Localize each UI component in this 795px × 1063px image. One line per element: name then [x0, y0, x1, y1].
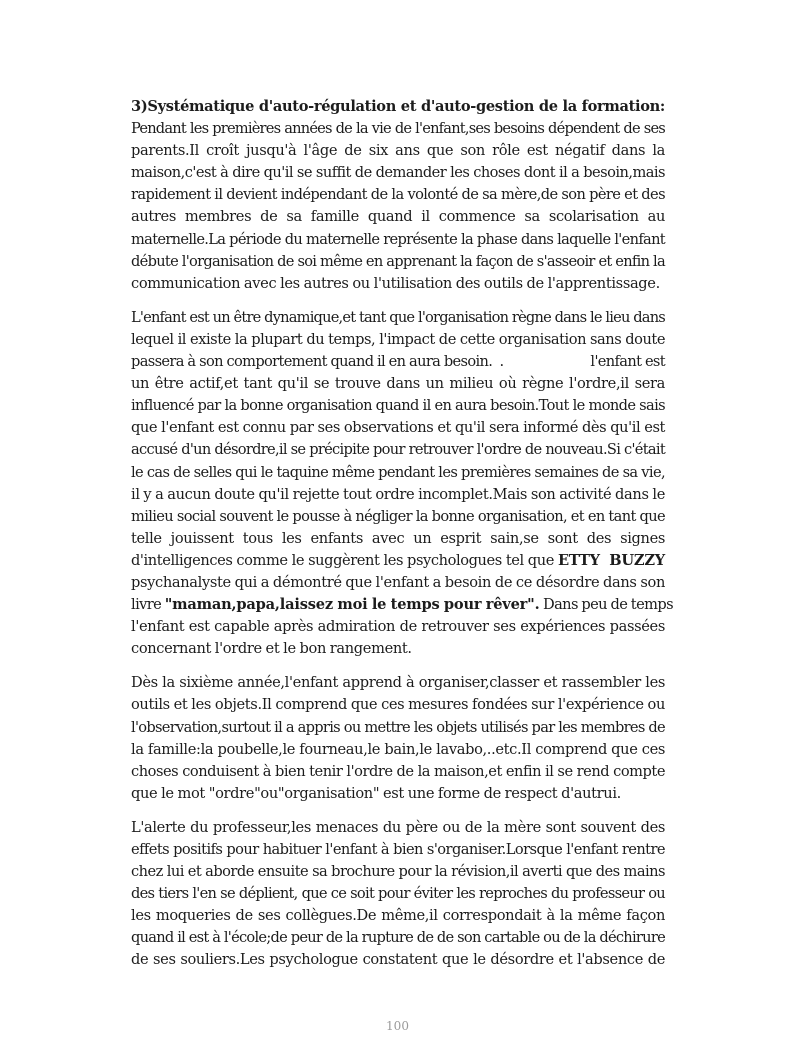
text-line: passera à son comportement quand il en aura besoin. . l'enfant est — [131, 353, 665, 371]
text-line: la famille:la poubelle,le fourneau,le bain,le lavabo,..etc.Il comprend que ces — [131, 740, 665, 758]
page-number: 100 — [386, 1019, 409, 1033]
text-line: Pendant les premières années de la vie de l'enfant,ses besoins dépendent de ses — [131, 120, 665, 138]
paragraph-1 — [131, 96, 665, 295]
text-line: débute l'organisation de soi même en apprenant la façon de s'asseoir et enfin la — [131, 252, 665, 270]
text-line: un être actif,et tant qu'il se trouve dans un milieu où règne l'ordre,il sera — [131, 375, 665, 393]
text-line: des tiers l'en se déplient, que ce soit pour éviter les reproches du professeur ou — [131, 885, 665, 903]
text-line-book — [131, 594, 673, 616]
text-line: il y a aucun doute qu'il rejette tout ordre incomplet.Mais son activité dans le — [131, 485, 665, 503]
text-line: que le mot "ordre"ou"organisation" est une forme de respect d'autrui. — [131, 784, 621, 802]
text-line: chez lui et aborde ensuite sa brochure pour la révision,il averti que des mains — [131, 863, 665, 881]
paragraph-2 — [131, 307, 673, 661]
text-line: autres membres de sa famille quand il commence sa scolarisation au — [131, 208, 665, 226]
text-line: L'enfant est un être dynamique,et tant que l'organisation règne dans le lieu dans — [131, 308, 665, 326]
paragraph-4 — [131, 817, 665, 972]
text-line: parents.Il croît jusqu'à l'âge de six ans que son rôle est négatif dans la — [131, 142, 665, 160]
text-line: L'alerte du professeur,les menaces du père ou de la mère sont souvent des — [131, 818, 665, 836]
text-line: l'enfant est capable après admiration de retrouver ses expériences passées — [131, 618, 665, 636]
paragraph-3 — [131, 672, 665, 805]
text-line: concernant l'ordre et le bon rangement. — [131, 640, 412, 658]
text-line: que l'enfant est connu par ses observations et qu'il sera informé dès qu'il est — [131, 419, 665, 437]
text-line: l'observation,surtout il a appris ou mettre les objets utilisés par les membres de — [131, 718, 665, 736]
section-title: 3)Systématique d'auto-régulation et d'auto-gestion de la formation: — [131, 98, 665, 115]
text-line: milieu social souvent le pousse à négliger la bonne organisation, et en tant que — [131, 507, 665, 525]
document-body — [131, 96, 673, 984]
text-line: psychanalyste qui a démontré que l'enfant a besoin de ce désordre dans son — [131, 573, 665, 591]
text-line: outils et les objets.Il comprend que ces mesures fondées sur l'expérience ou — [131, 696, 665, 714]
text-line: maternelle.La période du maternelle représente la phase dans laquelle l'enfant — [131, 230, 665, 248]
text-fragment: Dans peu de temps — [539, 596, 673, 614]
text-line-etty — [131, 550, 665, 572]
text-line: lequel il existe la plupart du temps, l'impact de cette organisation sans doute — [131, 330, 665, 348]
text-line: quand il est à l'école;de peur de la rupture de de son cartable ou de la déchirure — [131, 929, 665, 947]
text-line: communication avec les autres ou l'utilisation des outils de l'apprentissage. — [131, 274, 660, 292]
text-line: le cas de selles qui le taquine même pendant les premières semaines de sa vie, — [131, 463, 665, 481]
text-line: de ses souliers.Les psychologue constatent que le désordre et l'absence de — [131, 951, 665, 969]
book-title: "maman,papa,laissez moi le temps pour rêver". — [164, 596, 540, 614]
author-name: ETTY BUZZY — [557, 551, 665, 569]
text-line: effets positifs pour habituer l'enfant à bien s'organiser.Lorsque l'enfant rentre — [131, 841, 665, 858]
text-line: telle jouissent tous les enfants avec un esprit sain,se sont des signes — [131, 529, 665, 547]
text-line: Dès la sixième année,l'enfant apprend à organiser,classer et rassembler les — [131, 674, 665, 692]
text-line: influencé par la bonne organisation quand il en aura besoin.Tout le monde sais — [131, 397, 665, 415]
text-line: accusé d'un désordre,il se précipite pour retrouver l'ordre de nouveau.Si c'était — [131, 441, 665, 459]
text-line: rapidement il devient indépendant de la volonté de sa mère,de son père et des — [131, 186, 665, 204]
text-fragment: livre — [131, 596, 165, 614]
text-fragment: d'intelligences comme le suggèrent les psychologues tel que — [131, 551, 558, 569]
text-line: maison,c'est à dire qu'il se suffit de demander les choses dont il a besoin,mais — [131, 164, 665, 182]
text-line: les moqueries de ses collègues.De même,il correspondait à la même façon — [131, 907, 665, 925]
text-line: choses conduisent à bien tenir l'ordre de la maison,et enfin il se rend compte — [131, 762, 665, 780]
